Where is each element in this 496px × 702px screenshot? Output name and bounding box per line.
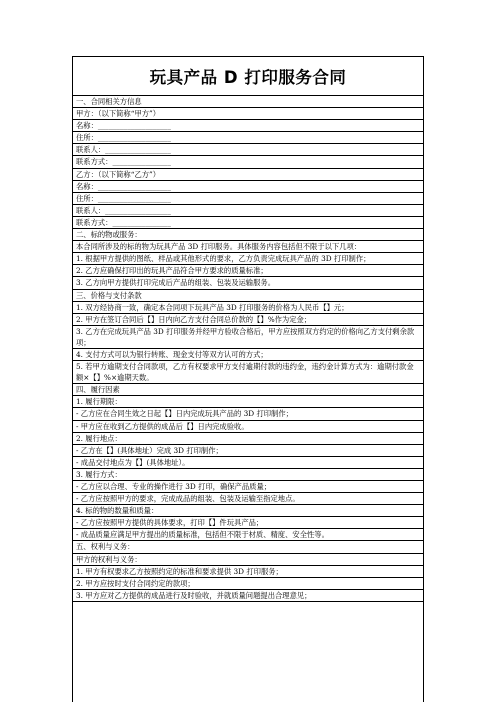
contract-document <box>72 56 424 702</box>
contract-line: 甲方：（以下简称“甲方”） <box>73 108 423 120</box>
contract-line: 本合同所涉及的标的物为玩具产品 3D 打印服务。具体服务内容包括但不限于以下几项： <box>73 241 423 253</box>
contract-line: - 乙方应按照甲方的要求，完成成品的组装、包装及运输至指定地点。 <box>73 493 423 505</box>
contract-line: 3. 履行方式： <box>73 469 423 481</box>
contract-line: 5. 若甲方逾期支付合同款项，乙方有权要求甲方支付逾期付款的违约金，违约金计算方式为：逾期付款金额×【】%×逾期天数。 <box>73 361 423 384</box>
contract-line: 甲方的权利与义务： <box>73 554 423 566</box>
contract-line: 联系方式：________________ <box>73 156 423 168</box>
contract-line: 五、权利与义务： <box>73 541 423 553</box>
contract-line: - 成品质量应满足甲方提出的质量标准，包括但不限于材质、精度、安全性等。 <box>73 529 423 541</box>
contract-line: 1. 根据甲方提供的图纸、样品或其他形式的要求，乙方负责完成玩具产品的 3D 打印制作； <box>73 253 423 265</box>
contract-line: - 成品交付地点为【】(具体地址）。 <box>73 457 423 469</box>
contract-line: 3. 乙方在完成玩具产品 3D 打印服务并经甲方验收合格后，甲方应按照双方约定的价格向乙方支付剩余款项； <box>73 326 423 349</box>
contract-line: - 乙方在【】(具体地址）完成 3D 打印制作； <box>73 445 423 457</box>
contract-line: 3. 乙方向甲方提供打印完成后产品的组装、包装及运输服务。 <box>73 277 423 289</box>
contract-line: 2. 甲方在签订合同后【】日内向乙方支付合同总价款的【】%作为定金； <box>73 314 423 326</box>
contract-line: 三、价格与支付条款 <box>73 290 423 302</box>
contract-line: 一、合同相关方信息 <box>73 96 423 108</box>
contract-line: 名称：____________________ <box>73 181 423 193</box>
contract-line: 1. 双方经协商一致，确定本合同项下玩具产品 3D 打印服务的价格为人民币【】元； <box>73 302 423 314</box>
contract-line: 住所：____________________ <box>73 132 423 144</box>
contract-line: 联系方式：________________ <box>73 217 423 229</box>
contract-line: 联系人：__________________ <box>73 144 423 156</box>
contract-line: 名称：____________________ <box>73 120 423 132</box>
contract-line: 2. 甲方应按时支付合同约定的款项； <box>73 578 423 590</box>
contract-line: 二、标的物或服务： <box>73 229 423 241</box>
contract-line: - 甲方应在收到乙方提供的成品后【】日内完成验收。 <box>73 421 423 433</box>
contract-line: 四、履行因素 <box>73 384 423 396</box>
contract-line: 3. 甲方应对乙方提供的成品进行及时验收，并就质量问题提出合理意见； <box>73 590 423 602</box>
contract-line: 住所：____________________ <box>73 193 423 205</box>
contract-line: - 乙方应在合同生效之日起【】日内完成玩具产品的 3D 打印制作； <box>73 408 423 420</box>
contract-line: 1. 履行期限： <box>73 396 423 408</box>
contract-line: 2. 乙方应确保打印出的玩具产品符合甲方要求的质量标准； <box>73 265 423 277</box>
contract-line: 2. 履行地点： <box>73 433 423 445</box>
contract-line: 1. 甲方有权要求乙方按照约定的标准和要求提供 3D 打印服务； <box>73 566 423 578</box>
contract-line: 4. 标的物的数量和质量： <box>73 505 423 517</box>
contract-body <box>73 96 423 602</box>
contract-line: - 乙方应按照甲方提供的具体要求，打印【】件玩具产品； <box>73 517 423 529</box>
contract-line: - 乙方应以合理、专业的操作进行 3D 打印，确保产品质量； <box>73 481 423 493</box>
contract-line: 乙方：（以下简称“乙方”） <box>73 169 423 181</box>
contract-line: 联系人：__________________ <box>73 205 423 217</box>
contract-title: 玩具产品 D 打印服务合同 <box>73 57 423 96</box>
contract-line: 4. 支付方式可以为银行转账、现金支付等双方认可的方式； <box>73 349 423 361</box>
